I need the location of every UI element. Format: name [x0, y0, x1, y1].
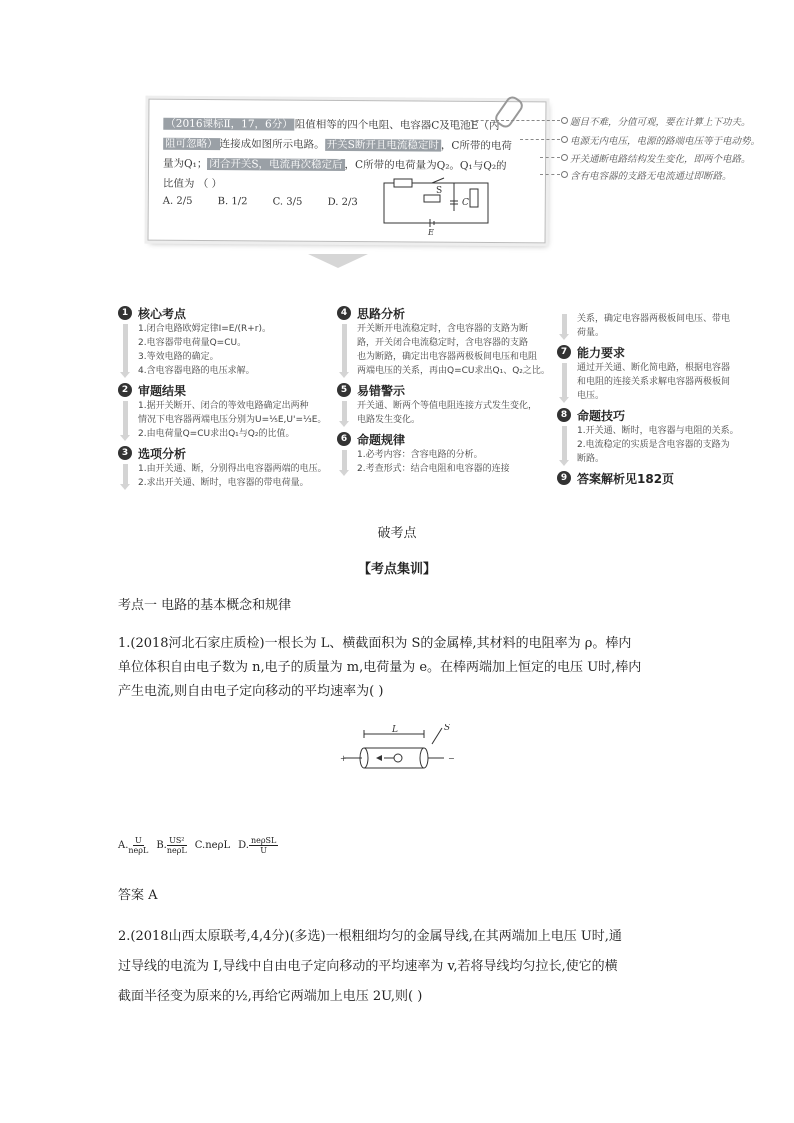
metal-rod-figure	[340, 724, 470, 784]
svg-text:+: +	[340, 754, 347, 763]
note-leader-1	[440, 120, 560, 121]
option-b: B. 1/2	[217, 196, 248, 208]
section-title: 命题技巧	[577, 408, 626, 423]
choice-c: C.neρL	[194, 840, 231, 851]
section-approach: 4 思路分析 开关断开电流稳定时，含电容器的支路为断 路，开关闭合电流稳定时，含电容器的支路 也为断路，确定出电容器两极板间电压和电阻 两端电压的关系，再由Q=CU求出Q₁、Q₂之比。	[337, 304, 559, 378]
topic-heading: 考点一 电路的基本概念和规律	[118, 598, 292, 613]
note-dot-3	[561, 154, 568, 161]
option-d: D. 2/3	[327, 196, 358, 209]
section-question-technique: 8 命题技巧 1.开关通、断时，电容器与电阻的关系。 2.电流稳定的实质是含电容器的支路为 断路。	[557, 406, 767, 466]
continued-text: 关系，确定电容器两极板间电压、带电 荷量。	[557, 312, 767, 340]
area-label: S	[444, 724, 451, 733]
choice-d: D. $\frac{\text{neρSL}}{U}$	[238, 836, 277, 855]
note-leader-4	[540, 174, 560, 175]
side-note-1: 题目不难，分值可观，要在计算上下功夫。	[570, 117, 751, 128]
question-2: 2.(2018山西太原联考,4,4分)(多选)一根粗细均匀的金属导线,在其两端加上电压 U时,通 过导线的电流为 I,导线中自由电子定向移动的平均速率为 v,若将导线均匀拉长,使它的横 截面半径变为原来的½,再给它两端加上电压 2U,则( )	[118, 929, 622, 1004]
side-note-4: 含有电容器的支路无电流通过即断路。	[570, 171, 732, 182]
section-title: 审题结果	[138, 383, 187, 398]
answer-reference: 9 答案解析见182页	[557, 469, 767, 487]
svg-text:−: −	[448, 754, 455, 763]
switch-label: S	[436, 186, 443, 196]
section-title: 命题规律	[357, 432, 406, 447]
section-title: 能力要求	[577, 345, 626, 360]
problem-source: （2016课标Ⅱ，17，6分）	[165, 117, 293, 131]
problem-options	[163, 196, 380, 209]
note-leader-3	[540, 157, 560, 158]
circuit-diagram	[380, 175, 500, 235]
note-dot-1	[561, 117, 568, 124]
note-leader-2	[520, 139, 560, 140]
battery-label: E	[428, 228, 434, 235]
section-skill-requirement: 7 能力要求 通过开关通、断化简电路，根据电容器 和电阻的连接关系求解电容器两极板间 电压。	[557, 343, 767, 403]
section-reading-result: 2 审题结果 1.据开关断开、闭合的等效电路确定出两种 情况下电容器两端电压分别为U=⅕E,U'=⅓E。 2.由电荷量Q=CU求出Q₁与Q₂的比值。	[118, 381, 333, 441]
section-title: 思路分析	[357, 306, 406, 321]
question-1-choices	[118, 836, 278, 855]
note-dot-2	[561, 136, 568, 143]
section-exam-pattern: 6 命题规律 1.必考内容：含容电路的分析。 2.考查形式：结合电阻和电容器的连接	[337, 430, 559, 476]
answer-1: 答案 A	[118, 888, 158, 903]
section-title-main: 破考点	[377, 526, 417, 541]
length-label: L	[392, 725, 398, 735]
section-title: 核心考点	[138, 306, 187, 321]
section-option-analysis: 3 选项分析 1.由开关通、断，分别得出电容器两端的电压。 2.求出开关通、断时，电容器的带电荷量。	[118, 444, 333, 490]
analysis-column-1	[118, 304, 333, 493]
analysis-column-2	[337, 304, 559, 479]
down-arrow-icon	[308, 254, 368, 268]
note-dot-4	[561, 171, 568, 178]
choice-a: A. $\frac{U}{\text{neρL}}$	[118, 836, 149, 855]
side-note-3: 开关通断电路结构发生变化，即两个电路。	[570, 154, 751, 165]
side-note-2: 电源无内电压，电源的路端电压等于电动势。	[570, 136, 761, 147]
section-title: 选项分析	[138, 446, 187, 461]
option-c: C. 3/5	[272, 196, 303, 208]
section-common-errors: 5 易错警示 开关通、断两个等值电阻连接方式发生变化， 电路发生变化。	[337, 381, 559, 427]
subsection-title: 【考点集训】	[357, 562, 436, 577]
choice-b: B. $\frac{\text{US²}}{\text{neρL}}$	[156, 836, 187, 855]
question-1: 1.(2018河北石家庄质检)一根长为 L、横截面积为 S的金属棒,其材料的电阻率为 ρ。棒内 单位体积自由电子数为 n,电子的质量为 m,电荷量为 e。在棒两端加上恒定的电压 U时,棒内 产生电流,则自由电子定向移动的平均速率为( )	[118, 636, 642, 699]
problem-text: （2016课标Ⅱ，17，6分） 阻值相等的四个电阻、电容器C及电池E（内 阻可忽略） 连接成如图所示电路。 开关S断开且电流稳定时 ，C所带的电荷 量为Q₁； 闭合开关S，电流再次稳定后 ，C所带的电荷量为Q₂。Q₁与Q₂的 比值为 （ ）	[162, 117, 512, 191]
option-a: A. 2/5	[162, 195, 193, 207]
section-core-points: 1 核心考点 1.闭合电路欧姆定律I=E/(R+r)。 2.电容器带电荷量Q=CU。 3.等效电路的确定。 4.含电容器电路的电压求解。	[118, 304, 333, 378]
capacitor-label: C	[462, 198, 469, 208]
section-title: 易错警示	[357, 383, 406, 398]
analysis-column-3	[557, 312, 767, 487]
